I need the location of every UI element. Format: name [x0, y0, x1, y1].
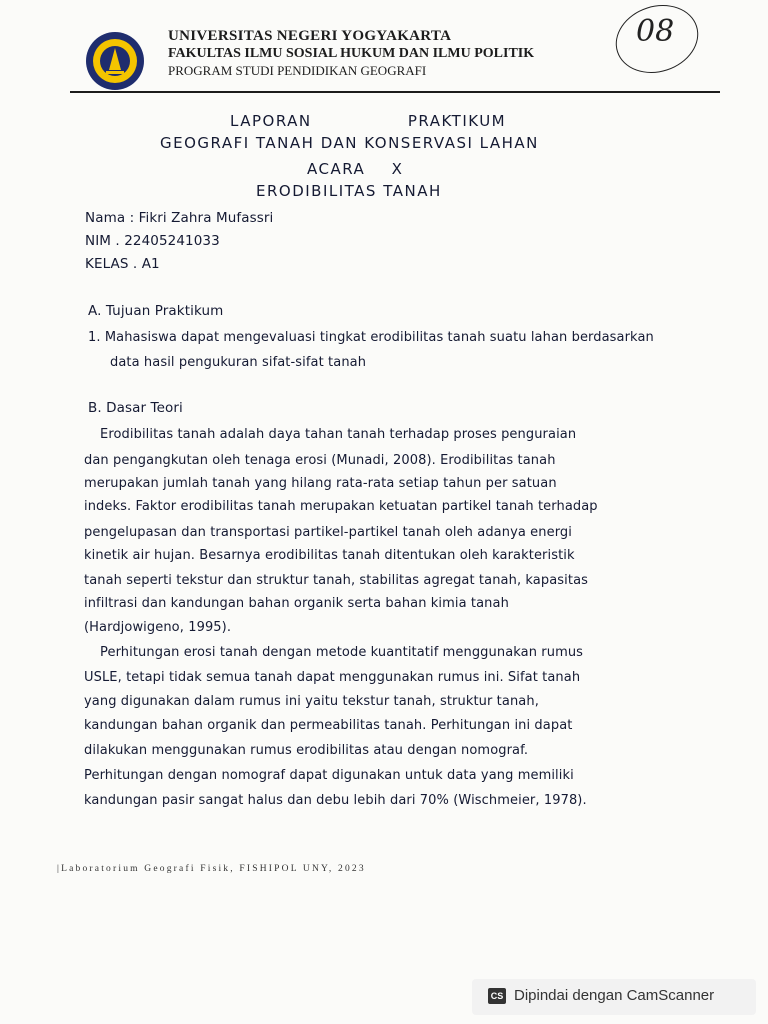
camscanner-logo-icon: CS: [488, 988, 506, 1004]
faculty-name: FAKULTAS ILMU SOSIAL HUKUM DAN ILMU POLITIK: [168, 46, 535, 61]
theory-line: Perhitungan erosi tanah dengan metode kuantitatif menggunakan rumus: [100, 645, 584, 660]
theory-line: dan pengangkutan oleh tenaga erosi (Munadi, 2008). Erodibilitas tanah: [84, 453, 556, 468]
tujuan-item-line-1: 1. Mahasiswa dapat mengevaluasi tingkat erodibilitas tanah suatu lahan berdasarkan: [88, 330, 654, 345]
theory-line: kinetik air hujan. Besarnya erodibilitas tanah ditentukan oleh karakteristik: [84, 548, 575, 563]
theory-line: infiltrasi dan kandungan bahan organik serta bahan kimia tanah: [84, 596, 509, 611]
student-nim: NIM . 22405241033: [85, 233, 220, 249]
theory-line: tanah seperti tekstur dan struktur tanah, stabilitas agregat tanah, kapasitas: [84, 573, 589, 588]
header-divider: [70, 91, 720, 93]
theory-line: yang digunakan dalam rumus ini yaitu tekstur tanah, struktur tanah,: [84, 694, 539, 709]
title-line-4: ERODIBILITAS TANAH: [256, 182, 442, 200]
theory-line: (Hardjowigeno, 1995).: [84, 620, 232, 635]
theory-line: Perhitungan dengan nomograf dapat digunakan untuk data yang memiliki: [84, 768, 574, 783]
theory-line: kandungan pasir sangat halus dan debu lebih dari 70% (Wischmeier, 1978).: [84, 793, 587, 808]
title-line-3: ACARA X: [307, 160, 404, 178]
theory-line: dilakukan menggunakan rumus erodibilitas atau dengan nomograf.: [84, 743, 529, 758]
theory-line: Erodibilitas tanah adalah daya tahan tanah terhadap proses penguraian: [100, 427, 577, 442]
section-b-heading: B. Dasar Teori: [88, 400, 183, 416]
page-footer: |Laboratorium Geografi Fisik, FISHIPOL UNY, 2023: [57, 864, 366, 874]
uny-seal-icon: [80, 30, 150, 92]
student-class: KELAS . A1: [85, 256, 160, 272]
program-name: PROGRAM STUDI PENDIDIKAN GEOGRAFI: [168, 63, 427, 78]
title-line-1: LAPORAN PRAKTIKUM: [230, 112, 507, 130]
theory-line: indeks. Faktor erodibilitas tanah merupakan ketuatan partikel tanah terhadap: [84, 499, 598, 514]
theory-line: USLE, tetapi tidak semua tanah dapat menggunakan rumus ini. Sifat tanah: [84, 670, 581, 685]
theory-line: merupakan jumlah tanah yang hilang rata-rata setiap tahun per satuan: [84, 476, 557, 491]
tujuan-item-line-2: data hasil pengukuran sifat-sifat tanah: [110, 355, 367, 370]
theory-line: pengelupasan dan transportasi partikel-partikel tanah oleh adanya energi: [84, 525, 572, 540]
theory-line: kandungan bahan organik dan permeabilitas tanah. Perhitungan ini dapat: [84, 718, 573, 733]
title-line-2: GEOGRAFI TANAH DAN KONSERVASI LAHAN: [160, 134, 539, 152]
section-a-heading: A. Tujuan Praktikum: [88, 303, 224, 319]
page-number: 08: [636, 14, 675, 49]
student-name: Nama : Fikri Zahra Mufassri: [85, 210, 274, 226]
university-name: UNIVERSITAS NEGERI YOGYAKARTA: [168, 28, 452, 44]
scanner-watermark-text: Dipindai dengan CamScanner: [514, 987, 715, 1004]
